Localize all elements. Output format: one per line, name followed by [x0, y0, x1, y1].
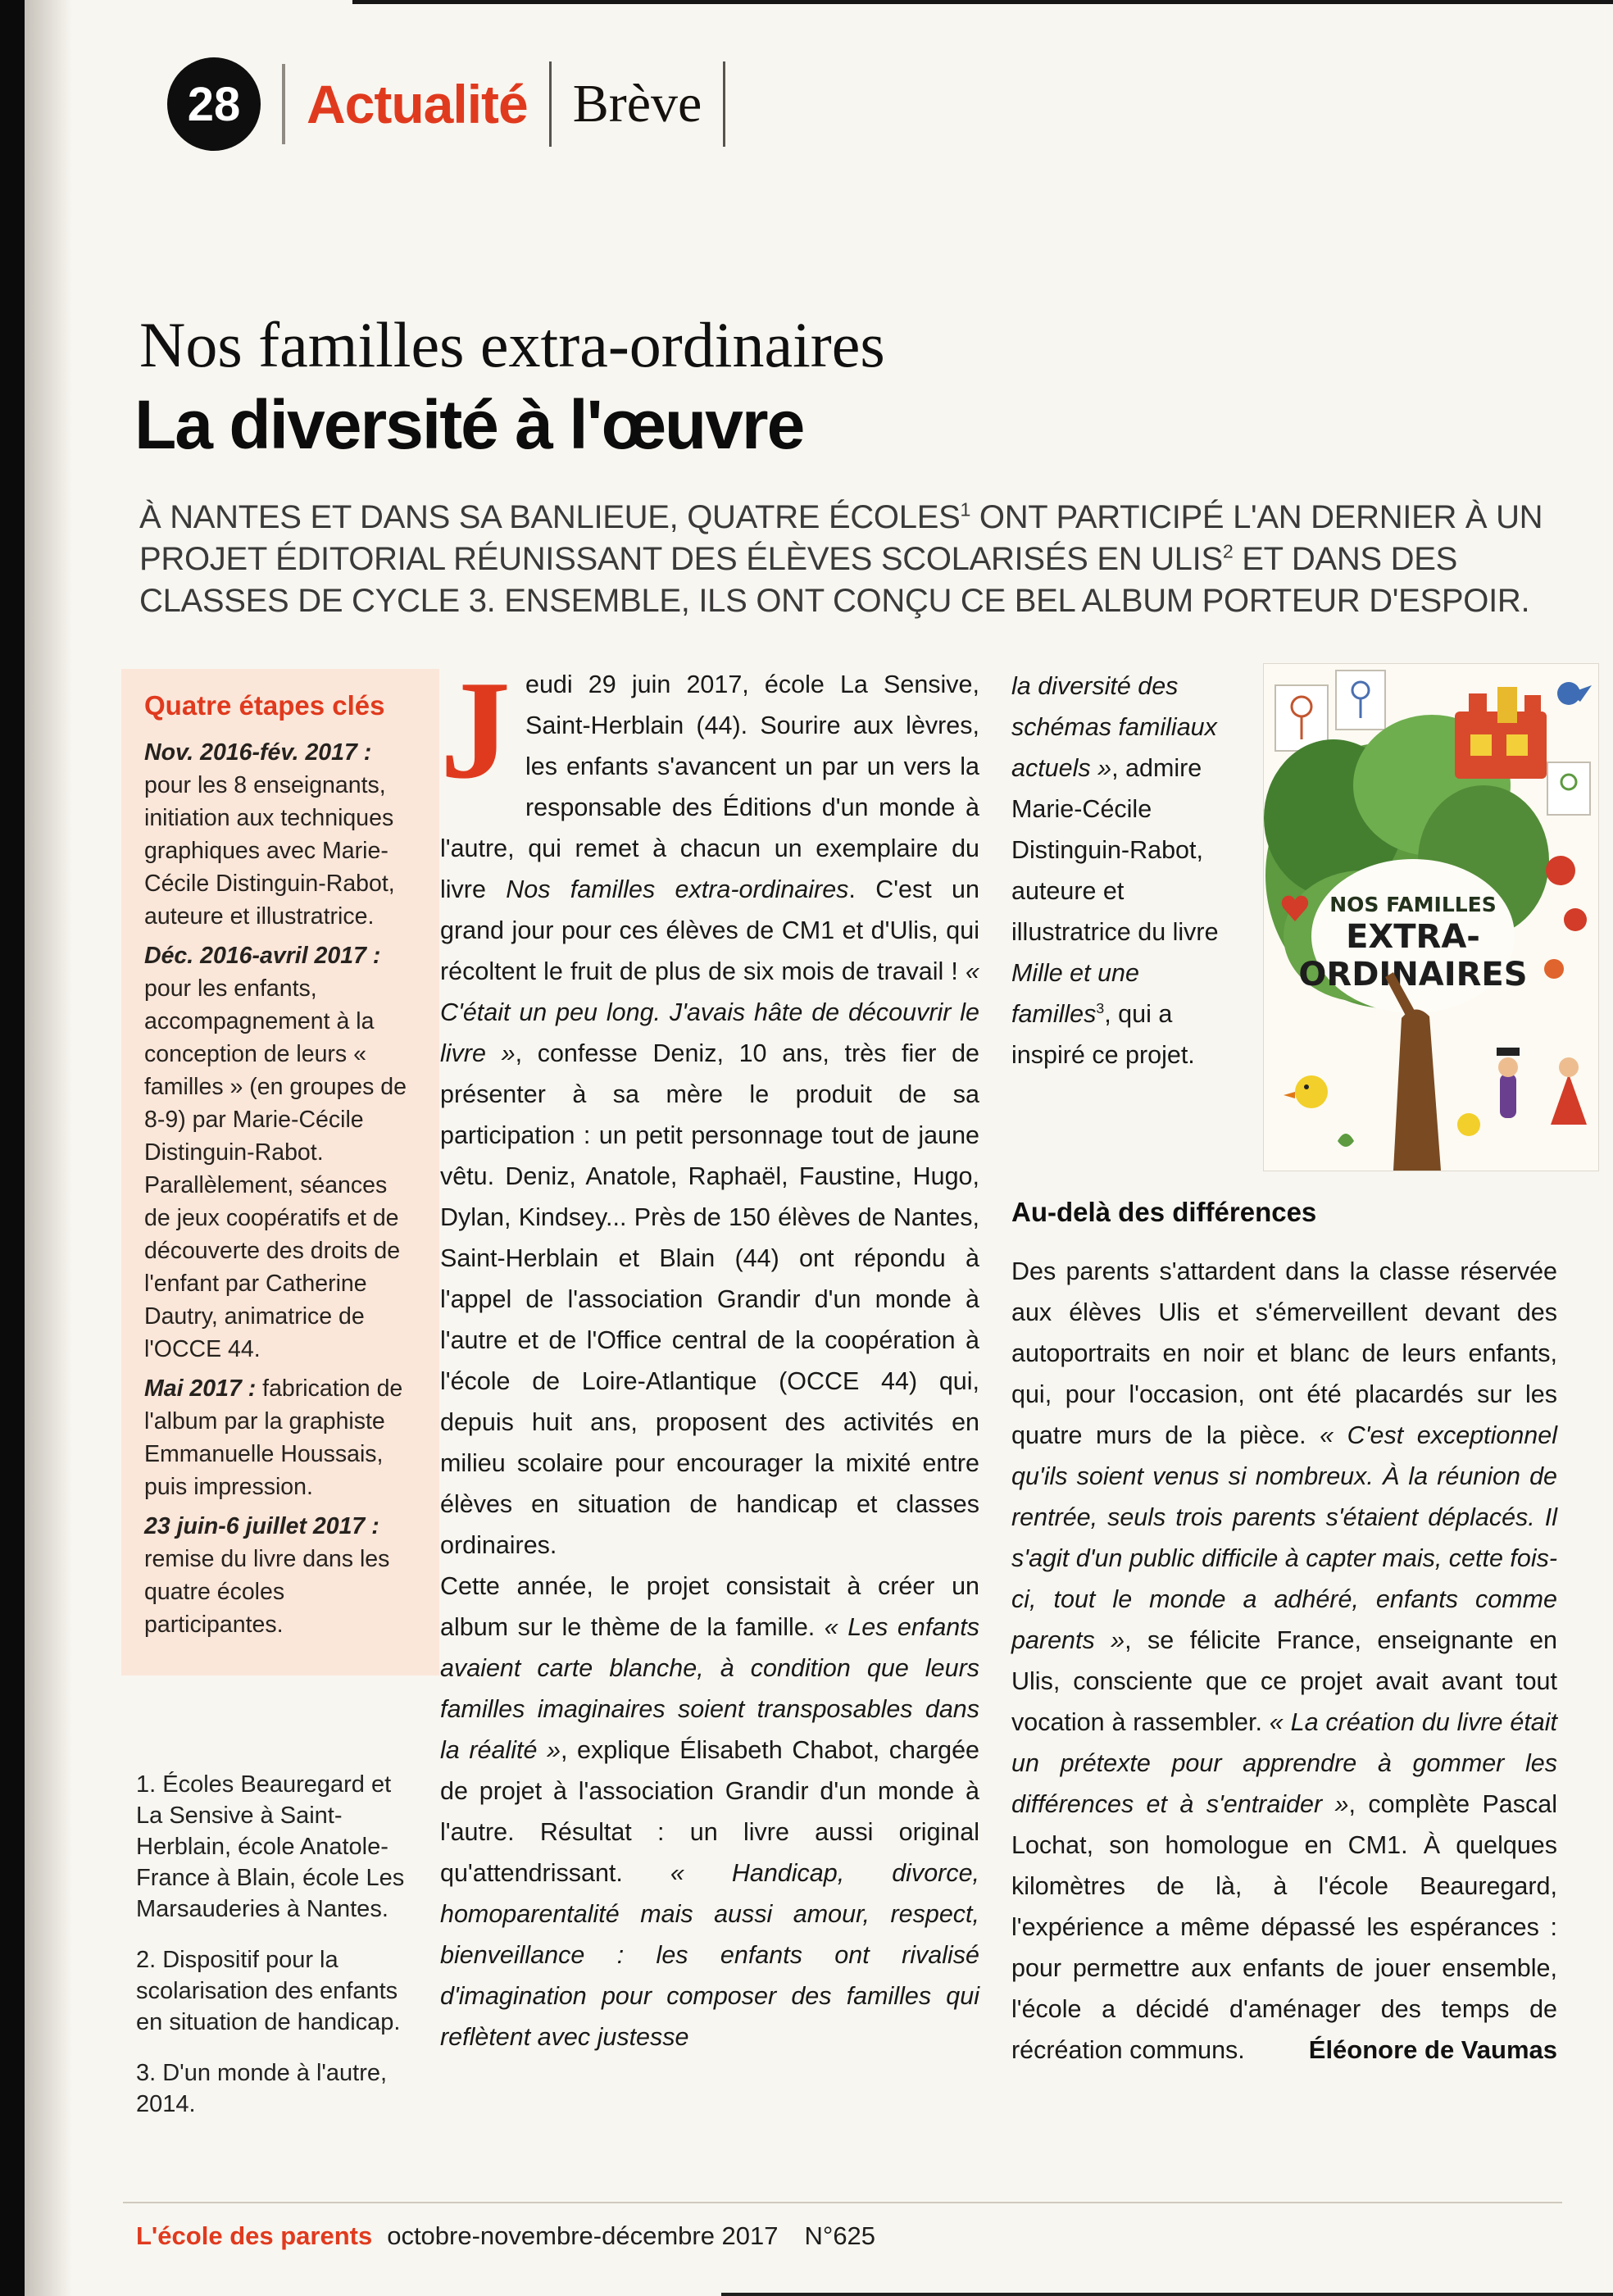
step-period: 23 juin-6 juillet 2017 : — [144, 1513, 379, 1539]
article-kicker-title: Nos familles extra-ordinaires — [139, 309, 885, 380]
article-column-wrap-text: la diversité des schémas familiaux actuels », admire Marie-Cécile Distinguin-Rabot, auteure et illustratrice du livre Mille et une familles$^3$, qui a inspiré ce projet. — [1011, 672, 1219, 1069]
header-divider — [723, 61, 725, 147]
scan-shadow-left — [25, 0, 72, 2296]
drop-cap: J — [440, 652, 511, 808]
sidebar-step — [144, 1372, 416, 1503]
paragraph-text: eudi 29 juin 2017, école La Sensive, Saint-Herblain (44). Sourire aux lèvres, les enfants s'avancent un par un vers la responsable des Éditions d'un monde à l'autre, qui remet à chacun un exemplaire du livre Nos familles extra-ordinaires. C'est un grand jour pour ces élèves de CM1 et d'Ulis, qui récoltent le fruit de plus de six mois de travail ! « C'était un peu long. J'avais hâte de découvrir le livre », confesse Deniz, 10 ans, très fier de présenter à sa mère le produit de sa participation : un petit personnage tout de jaune vêtu. Deniz, Anatole, Raphaël, Faustine, Hugo, Dylan, Kindsey... Près de 150 élèves de Nantes, Saint-Herblain et Blain (44) ont répondu à l'appel de l'association Grandir d'un monde à l'autre et de l'Office central de la coopération à l'école de Loire-Atlantique (OCCE 44) qui, depuis huit ans, proposent des activités en milieu scolaire pour encourager la mixité entre élèves en situation de handicap et classes ordinaires. — [440, 671, 979, 1559]
sidebar-step — [144, 736, 416, 933]
subheading-differences: Au-delà des différences — [1011, 1197, 1317, 1227]
article-column-right — [1011, 1251, 1557, 2071]
article-column-main — [440, 652, 980, 2057]
page-header — [167, 57, 725, 151]
page-number-badge: 28 — [167, 57, 261, 151]
cover-title-line1: NOS FAMILLES — [1329, 893, 1497, 916]
sidebar-key-steps-box — [121, 669, 439, 1675]
rubric-label: Brève — [572, 74, 702, 134]
step-period: Mai 2017 : — [144, 1375, 257, 1402]
article-paragraph: Des parents s'attardent dans la classe réservée aux élèves Ulis et s'émerveillent devant des autoportraits en noir et blanc de leurs enfants, qui, pour l'occasion, ont été placardés sur les quatre murs de la pièce. « C'est exceptionnel qu'ils soient venus si nombreux. À la réunion de rentrée, seuls trois parents s'étaient déplacés. Il s'agit d'un public difficile à capter mais, cette fois-ci, tout le monde a adhéré, enfants comme parents », se félicite France, enseignante en Ulis, consciente que ce projet avait avant tout vocation à rassembler. « La création du livre était un prétexte pour apprendre à gommer les différences et à s'entraider », complète Pascal Lochat, son homologue en CM1. À quelques kilomètres de là, à l'école Beauregard, l'expérience a même dépassé les espérances : pour permettre aux enfants de jouer ensemble, l'école a décidé d'aménager des temps de récréation communs. — [1011, 1257, 1558, 2064]
sidebar-step — [144, 939, 416, 1366]
footnote-item: 1. Écoles Beauregard et La Sensive à Saint-Herblain, école Anatole-France à Blain, école Les Marsauderies à Nantes. — [136, 1771, 405, 1922]
sidebar-title: Quatre étapes clés — [144, 690, 385, 721]
sidebar-step — [144, 1510, 416, 1641]
step-text: pour les enfants, accompagnement à la conception de leurs « familles » (en groupes de 8-9) par Marie-Cécile Distinguin-Rabot. Parallèlement, séances de jeux coopératifs et de découverte des droits de l'enfant par Catherine Dautry, animatrice de l'OCCE 44. — [144, 975, 407, 1362]
step-text: remise du livre dans les quatre écoles participantes. — [144, 1546, 390, 1638]
footnotes — [136, 1769, 419, 2139]
article-paragraph — [440, 652, 979, 1566]
cover-title-line3: ORDINAIRES — [1298, 956, 1528, 993]
book-cover-art — [1264, 664, 1598, 1171]
step-period: Déc. 2016-avril 2017 : — [144, 943, 381, 969]
scan-edge-top — [352, 0, 1613, 4]
section-label: Actualité — [307, 74, 528, 134]
step-text: pour les 8 enseignants, initiation aux techniques graphiques avec Marie-Cécile Distinguin-Rabot, auteure et illustratrice. — [144, 772, 395, 930]
footnote-item: 3. D'un monde à l'autre, 2014. — [136, 2060, 388, 2117]
header-divider — [549, 61, 552, 147]
cover-title-line2: EXTRA- — [1346, 918, 1480, 956]
magazine-name: L'école des parents — [136, 2221, 373, 2250]
article-standfirst: À NANTES ET DANS SA BANLIEUE, QUATRE ÉCOLES$^1$ ONT PARTICIPÉ L'AN DERNIER À UN PROJET ÉDITORIAL RÉUNISSANT DES ÉLÈVES SCOLARISÉS EN ULIS$^2$ ET DANS DES CLASSES DE CYCLE 3. ENSEMBLE, ILS ONT CONÇU CE BEL ALBUM PORTEUR D'ESPOIR. — [139, 498, 1543, 619]
step-period: Nov. 2016-fév. 2017 : — [144, 739, 372, 766]
issue-date: octobre-novembre-décembre 2017 — [387, 2221, 779, 2250]
header-divider — [282, 64, 285, 144]
book-cover-illustration — [1264, 664, 1598, 1171]
footer-rule — [123, 2202, 1562, 2203]
article-title: La diversité à l'œuvre — [134, 386, 804, 463]
byline: Éléonore de Vaumas — [1308, 2035, 1557, 2064]
issue-number: N°625 — [804, 2221, 876, 2250]
article-paragraph: Cette année, le projet consistait à créer un album sur le thème de la famille. « Les enfants avaient carte blanche, à condition que leurs familles imaginaires soient transposables dans la réalité », explique Élisabeth Chabot, chargée de projet à l'association Grandir d'un monde à l'autre. Résultat : un livre aussi original qu'attendrissant. « Handicap, divorce, homoparentalité mais aussi amour, respect, bienveillance : les enfants ont rivalisé d'imagination pour composer des familles qui reflètent avec justesse — [440, 1572, 980, 2051]
step-text: fabrication de l'album par la graphiste Emmanuelle Houssais, puis impression. — [144, 1375, 403, 1500]
scan-edge-bottom — [721, 2293, 1613, 2296]
scan-edge-left — [0, 0, 25, 2296]
page-footer — [136, 2221, 875, 2251]
footnote-item: 2. Dispositif pour la scolarisation des enfants en situation de handicap. — [136, 1947, 401, 2035]
